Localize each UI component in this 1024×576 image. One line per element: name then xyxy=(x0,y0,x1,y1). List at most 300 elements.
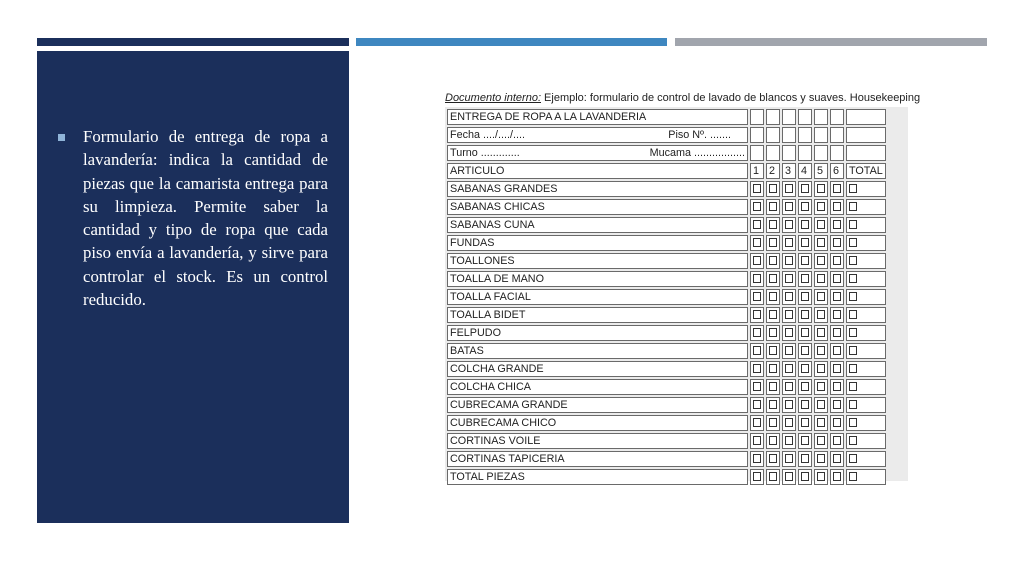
checkbox-icon xyxy=(817,382,825,391)
checkbox-cell xyxy=(750,415,764,431)
checkbox-icon xyxy=(769,364,777,373)
checkbox-icon xyxy=(785,346,793,355)
bullet-square-icon xyxy=(58,134,65,141)
checkbox-cell xyxy=(846,469,886,485)
item-label: TOALLA FACIAL xyxy=(447,289,748,305)
empty-cell xyxy=(750,127,764,143)
checkbox-icon xyxy=(753,436,761,445)
checkbox-cell xyxy=(766,325,780,341)
checkbox-cell xyxy=(830,199,844,215)
checkbox-cell xyxy=(830,469,844,485)
checkbox-icon xyxy=(849,202,857,211)
accent-bar-navy xyxy=(37,38,349,46)
checkbox-cell xyxy=(798,271,812,287)
checkbox-icon xyxy=(785,364,793,373)
item-label: CUBRECAMA GRANDE xyxy=(447,397,748,413)
checkbox-icon xyxy=(753,472,761,481)
checkbox-cell xyxy=(782,451,796,467)
checkbox-icon xyxy=(753,220,761,229)
empty-cell xyxy=(798,109,812,125)
checkbox-cell xyxy=(830,271,844,287)
checkbox-icon xyxy=(817,346,825,355)
column-header: TOTAL xyxy=(846,163,886,179)
checkbox-icon xyxy=(833,256,841,265)
empty-cell xyxy=(798,145,812,161)
checkbox-icon xyxy=(753,238,761,247)
checkbox-cell xyxy=(798,325,812,341)
table-row xyxy=(447,325,886,341)
checkbox-cell xyxy=(830,397,844,413)
checkbox-icon xyxy=(817,418,825,427)
checkbox-cell xyxy=(846,289,886,305)
checkbox-cell xyxy=(782,361,796,377)
checkbox-icon xyxy=(801,256,809,265)
checkbox-icon xyxy=(833,436,841,445)
checkbox-icon xyxy=(801,418,809,427)
checkbox-cell xyxy=(766,253,780,269)
checkbox-icon xyxy=(753,346,761,355)
empty-cell xyxy=(846,109,886,125)
checkbox-cell xyxy=(798,451,812,467)
checkbox-cell xyxy=(798,361,812,377)
checkbox-icon xyxy=(849,310,857,319)
checkbox-icon xyxy=(801,328,809,337)
item-label: FUNDAS xyxy=(447,235,748,251)
empty-cell xyxy=(766,145,780,161)
checkbox-cell xyxy=(766,271,780,287)
checkbox-icon xyxy=(833,310,841,319)
checkbox-icon xyxy=(785,292,793,301)
checkbox-icon xyxy=(769,184,777,193)
checkbox-cell xyxy=(766,181,780,197)
column-header: 1 xyxy=(750,163,764,179)
accent-bar-blue xyxy=(356,38,667,46)
table-row xyxy=(447,271,886,287)
checkbox-icon xyxy=(833,238,841,247)
header-articulo: ARTICULO xyxy=(447,163,748,179)
checkbox-cell xyxy=(846,235,886,251)
form-title: ENTREGA DE ROPA A LA LAVANDERIA xyxy=(447,109,748,125)
checkbox-cell xyxy=(782,289,796,305)
item-label: TOALLA BIDET xyxy=(447,307,748,323)
checkbox-cell xyxy=(846,217,886,233)
checkbox-cell xyxy=(814,415,828,431)
checkbox-cell xyxy=(798,181,812,197)
empty-cell xyxy=(830,109,844,125)
laundry-form-table xyxy=(445,107,888,487)
checkbox-cell xyxy=(766,433,780,449)
checkbox-cell xyxy=(750,217,764,233)
checkbox-cell xyxy=(782,253,796,269)
checkbox-cell xyxy=(814,451,828,467)
checkbox-cell xyxy=(846,415,886,431)
checkbox-cell xyxy=(766,289,780,305)
empty-cell xyxy=(846,145,886,161)
checkbox-cell xyxy=(766,217,780,233)
checkbox-icon xyxy=(849,454,857,463)
checkbox-icon xyxy=(785,238,793,247)
table-row xyxy=(447,451,886,467)
empty-cell xyxy=(814,145,828,161)
checkbox-icon xyxy=(833,346,841,355)
checkbox-icon xyxy=(817,292,825,301)
checkbox-icon xyxy=(849,274,857,283)
checkbox-icon xyxy=(817,184,825,193)
checkbox-cell xyxy=(846,325,886,341)
text-panel xyxy=(37,51,349,523)
checkbox-cell xyxy=(782,469,796,485)
checkbox-icon xyxy=(817,220,825,229)
checkbox-cell xyxy=(830,217,844,233)
checkbox-cell xyxy=(750,199,764,215)
checkbox-cell xyxy=(830,181,844,197)
date-floor-cell xyxy=(447,127,748,143)
checkbox-cell xyxy=(846,397,886,413)
checkbox-cell xyxy=(766,379,780,395)
checkbox-cell xyxy=(814,235,828,251)
checkbox-icon xyxy=(801,310,809,319)
checkbox-cell xyxy=(766,397,780,413)
checkbox-cell xyxy=(782,433,796,449)
checkbox-cell xyxy=(782,181,796,197)
item-label: COLCHA GRANDE xyxy=(447,361,748,377)
item-label: SABANAS CHICAS xyxy=(447,199,748,215)
item-label: COLCHA CHICA xyxy=(447,379,748,395)
empty-cell xyxy=(814,127,828,143)
checkbox-icon xyxy=(833,472,841,481)
checkbox-icon xyxy=(801,274,809,283)
checkbox-icon xyxy=(817,310,825,319)
checkbox-cell xyxy=(798,415,812,431)
checkbox-icon xyxy=(849,328,857,337)
checkbox-icon xyxy=(849,418,857,427)
checkbox-icon xyxy=(849,364,857,373)
piso-field: Piso Nº. ....... xyxy=(668,129,731,141)
checkbox-icon xyxy=(801,454,809,463)
checkbox-icon xyxy=(769,454,777,463)
checkbox-icon xyxy=(817,472,825,481)
checkbox-cell xyxy=(846,451,886,467)
checkbox-cell xyxy=(782,379,796,395)
checkbox-icon xyxy=(849,238,857,247)
checkbox-cell xyxy=(814,469,828,485)
checkbox-icon xyxy=(833,400,841,409)
table-row xyxy=(447,379,886,395)
checkbox-cell xyxy=(766,199,780,215)
checkbox-cell xyxy=(798,397,812,413)
checkbox-cell xyxy=(798,199,812,215)
checkbox-icon xyxy=(801,472,809,481)
checkbox-icon xyxy=(785,436,793,445)
empty-cell xyxy=(766,127,780,143)
table-row xyxy=(447,253,886,269)
checkbox-icon xyxy=(785,454,793,463)
checkbox-icon xyxy=(785,256,793,265)
form-date-row xyxy=(447,127,886,143)
checkbox-icon xyxy=(753,256,761,265)
item-label: TOALLA DE MANO xyxy=(447,271,748,287)
checkbox-cell xyxy=(798,307,812,323)
item-label: CORTINAS VOILE xyxy=(447,433,748,449)
checkbox-cell xyxy=(766,469,780,485)
checkbox-cell xyxy=(798,217,812,233)
checkbox-cell xyxy=(798,235,812,251)
checkbox-cell xyxy=(846,307,886,323)
empty-cell xyxy=(782,145,796,161)
checkbox-icon xyxy=(801,436,809,445)
checkbox-cell xyxy=(814,379,828,395)
table-row xyxy=(447,307,886,323)
item-label: SABANAS GRANDES xyxy=(447,181,748,197)
checkbox-icon xyxy=(833,184,841,193)
checkbox-icon xyxy=(817,364,825,373)
checkbox-icon xyxy=(769,256,777,265)
checkbox-icon xyxy=(753,310,761,319)
item-label: FELPUDO xyxy=(447,325,748,341)
checkbox-cell xyxy=(750,433,764,449)
body-paragraph: Formulario de entrega de ropa a lavandería: indica la cantidad de piezas que la camarista entrega para su limpieza. Permite saber la cantidad y tipo de ropa que cada piso envía a lavandería, y sirve para controlar el stock. Es un control reducido. xyxy=(83,127,328,310)
checkbox-cell xyxy=(798,433,812,449)
checkbox-icon xyxy=(833,364,841,373)
checkbox-icon xyxy=(817,328,825,337)
checkbox-cell xyxy=(846,361,886,377)
empty-cell xyxy=(814,109,828,125)
checkbox-icon xyxy=(801,400,809,409)
empty-cell xyxy=(830,145,844,161)
caption-label: Documento interno: xyxy=(445,92,541,104)
checkbox-cell xyxy=(814,289,828,305)
checkbox-cell xyxy=(798,469,812,485)
table-row xyxy=(447,361,886,377)
table-row xyxy=(447,343,886,359)
form-header-row xyxy=(447,163,886,179)
checkbox-icon xyxy=(785,202,793,211)
checkbox-cell xyxy=(782,343,796,359)
checkbox-cell xyxy=(750,361,764,377)
checkbox-cell xyxy=(814,307,828,323)
checkbox-icon xyxy=(769,436,777,445)
checkbox-cell xyxy=(782,271,796,287)
checkbox-cell xyxy=(814,253,828,269)
table-row xyxy=(447,397,886,413)
checkbox-icon xyxy=(833,220,841,229)
checkbox-cell xyxy=(814,361,828,377)
checkbox-icon xyxy=(833,328,841,337)
checkbox-cell xyxy=(782,199,796,215)
checkbox-icon xyxy=(849,346,857,355)
checkbox-cell xyxy=(750,271,764,287)
empty-cell xyxy=(798,127,812,143)
turno-field: Turno ............. xyxy=(450,147,520,159)
checkbox-icon xyxy=(753,400,761,409)
checkbox-icon xyxy=(833,382,841,391)
checkbox-icon xyxy=(801,220,809,229)
checkbox-icon xyxy=(785,328,793,337)
checkbox-cell xyxy=(830,343,844,359)
checkbox-icon xyxy=(785,184,793,193)
checkbox-icon xyxy=(753,274,761,283)
table-row xyxy=(447,217,886,233)
checkbox-icon xyxy=(833,292,841,301)
checkbox-cell xyxy=(830,451,844,467)
checkbox-icon xyxy=(753,364,761,373)
checkbox-icon xyxy=(753,202,761,211)
checkbox-icon xyxy=(785,274,793,283)
table-row xyxy=(447,433,886,449)
checkbox-icon xyxy=(801,364,809,373)
checkbox-icon xyxy=(801,202,809,211)
checkbox-cell xyxy=(830,379,844,395)
checkbox-icon xyxy=(833,418,841,427)
checkbox-icon xyxy=(801,292,809,301)
form-shift-row xyxy=(447,145,886,161)
checkbox-icon xyxy=(769,310,777,319)
item-label: TOTAL PIEZAS xyxy=(447,469,748,485)
checkbox-cell xyxy=(782,235,796,251)
checkbox-cell xyxy=(830,433,844,449)
checkbox-icon xyxy=(753,328,761,337)
checkbox-icon xyxy=(769,274,777,283)
checkbox-cell xyxy=(750,325,764,341)
checkbox-cell xyxy=(814,271,828,287)
checkbox-icon xyxy=(785,400,793,409)
checkbox-cell xyxy=(814,181,828,197)
checkbox-icon xyxy=(849,400,857,409)
checkbox-cell xyxy=(750,253,764,269)
checkbox-cell xyxy=(798,253,812,269)
column-header: 3 xyxy=(782,163,796,179)
checkbox-icon xyxy=(769,472,777,481)
item-label: CUBRECAMA CHICO xyxy=(447,415,748,431)
column-header: 4 xyxy=(798,163,812,179)
checkbox-icon xyxy=(753,382,761,391)
checkbox-icon xyxy=(817,400,825,409)
checkbox-cell xyxy=(846,181,886,197)
checkbox-icon xyxy=(769,202,777,211)
checkbox-icon xyxy=(833,454,841,463)
checkbox-icon xyxy=(817,436,825,445)
form-image xyxy=(443,92,921,484)
checkbox-icon xyxy=(785,472,793,481)
table-row xyxy=(447,181,886,197)
item-label: SABANAS CUNA xyxy=(447,217,748,233)
empty-cell xyxy=(782,127,796,143)
checkbox-icon xyxy=(769,382,777,391)
checkbox-cell xyxy=(782,307,796,323)
empty-cell xyxy=(782,109,796,125)
item-label: BATAS xyxy=(447,343,748,359)
checkbox-cell xyxy=(814,343,828,359)
empty-cell xyxy=(766,109,780,125)
checkbox-cell xyxy=(814,217,828,233)
table-row xyxy=(447,469,886,485)
empty-cell xyxy=(830,127,844,143)
table-row xyxy=(447,289,886,305)
checkbox-cell xyxy=(814,433,828,449)
checkbox-cell xyxy=(750,289,764,305)
checkbox-icon xyxy=(817,202,825,211)
item-label: TOALLONES xyxy=(447,253,748,269)
checkbox-icon xyxy=(769,418,777,427)
checkbox-cell xyxy=(750,307,764,323)
checkbox-icon xyxy=(769,346,777,355)
checkbox-icon xyxy=(849,220,857,229)
checkbox-icon xyxy=(769,220,777,229)
checkbox-cell xyxy=(846,271,886,287)
checkbox-cell xyxy=(750,397,764,413)
checkbox-cell xyxy=(766,343,780,359)
checkbox-icon xyxy=(769,238,777,247)
checkbox-icon xyxy=(801,382,809,391)
checkbox-cell xyxy=(766,361,780,377)
checkbox-icon xyxy=(849,256,857,265)
form-caption xyxy=(445,92,920,104)
checkbox-icon xyxy=(769,292,777,301)
checkbox-cell xyxy=(814,397,828,413)
checkbox-icon xyxy=(801,346,809,355)
form-title-row xyxy=(447,109,886,125)
checkbox-cell xyxy=(798,289,812,305)
checkbox-cell xyxy=(830,415,844,431)
table-row xyxy=(447,235,886,251)
item-label: CORTINAS TAPICERIA xyxy=(447,451,748,467)
checkbox-cell xyxy=(782,397,796,413)
checkbox-icon xyxy=(753,184,761,193)
form-table-background xyxy=(445,107,908,481)
checkbox-icon xyxy=(753,292,761,301)
checkbox-cell xyxy=(830,253,844,269)
checkbox-cell xyxy=(782,217,796,233)
checkbox-cell xyxy=(830,307,844,323)
empty-cell xyxy=(846,127,886,143)
checkbox-cell xyxy=(782,325,796,341)
checkbox-cell xyxy=(830,325,844,341)
checkbox-cell xyxy=(798,343,812,359)
checkbox-icon xyxy=(849,292,857,301)
checkbox-cell xyxy=(750,379,764,395)
column-header: 2 xyxy=(766,163,780,179)
checkbox-icon xyxy=(785,310,793,319)
checkbox-cell xyxy=(766,415,780,431)
checkbox-cell xyxy=(750,235,764,251)
checkbox-icon xyxy=(769,400,777,409)
mucama-field: Mucama ................. xyxy=(649,147,745,159)
checkbox-icon xyxy=(833,274,841,283)
checkbox-icon xyxy=(849,184,857,193)
column-header: 6 xyxy=(830,163,844,179)
checkbox-icon xyxy=(801,238,809,247)
accent-bar-gray xyxy=(675,38,987,46)
table-row xyxy=(447,199,886,215)
fecha-field: Fecha ..../..../.... xyxy=(450,129,526,141)
checkbox-cell xyxy=(782,415,796,431)
checkbox-cell xyxy=(830,361,844,377)
checkbox-icon xyxy=(753,418,761,427)
checkbox-cell xyxy=(750,469,764,485)
checkbox-icon xyxy=(801,184,809,193)
checkbox-cell xyxy=(814,325,828,341)
checkbox-cell xyxy=(846,379,886,395)
checkbox-cell xyxy=(798,379,812,395)
checkbox-icon xyxy=(849,436,857,445)
checkbox-cell xyxy=(830,235,844,251)
checkbox-icon xyxy=(849,382,857,391)
column-header: 5 xyxy=(814,163,828,179)
checkbox-icon xyxy=(817,454,825,463)
checkbox-cell xyxy=(814,199,828,215)
checkbox-cell xyxy=(846,253,886,269)
caption-text: Ejemplo: formulario de control de lavado de blancos y suaves. Housekeeping xyxy=(541,92,921,104)
